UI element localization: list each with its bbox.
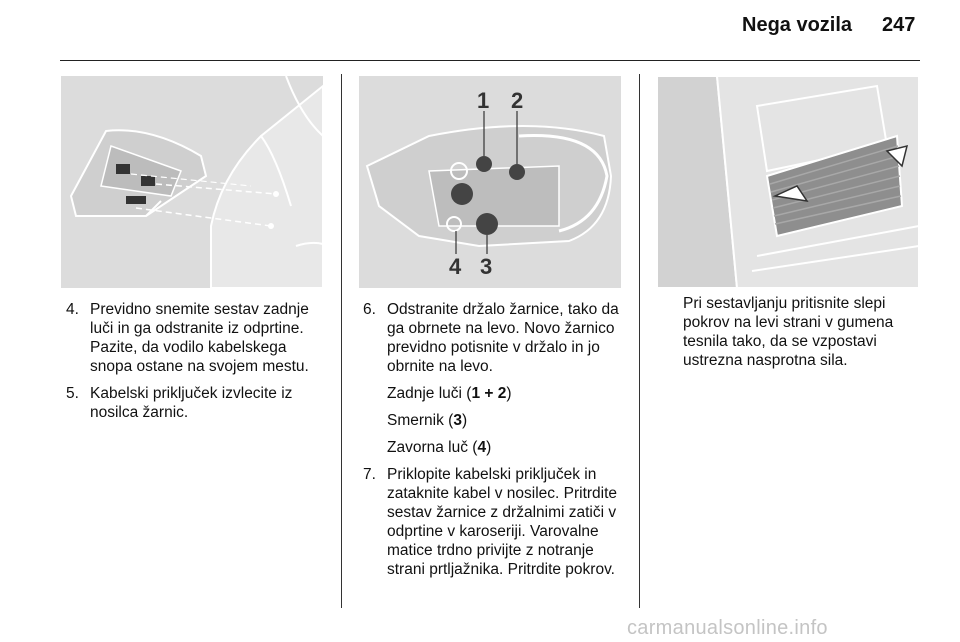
step-number: 5. xyxy=(66,385,79,402)
step-text: Kabelski priključek izvlecite iz nosilca žarnic. xyxy=(90,385,293,421)
indicator-line: Smernik (3) xyxy=(387,412,468,429)
page-number: 247 xyxy=(882,14,916,36)
figure-tail-light-removal xyxy=(61,76,323,288)
step-6 xyxy=(363,300,635,376)
step-text: Priklopite kabelski priključek in zataknite kabel v nosilec. Pritrdite sestav žarnice z držalnimi zatiči v odprtine v karoseriji. Varovalne matice trdno privijte z notranje strani prtljažnika. Pritrdite pokrov. xyxy=(387,466,618,578)
column-1-text xyxy=(66,300,328,430)
rear-light-line: Zadnje luči (1 + 2) xyxy=(387,385,512,402)
step-number: 4. xyxy=(66,301,79,318)
step-text: Previdno snemite sestav zadnje luči in ga odstranite iz odprtine. Pazite, da vodilo kabelskega snopa ostane na svojem mestu. xyxy=(90,301,309,375)
step-number: 7. xyxy=(363,466,376,483)
header-rule xyxy=(60,60,920,61)
figure-label-2: 2 xyxy=(511,88,524,113)
watermark: carmanualsonline.info xyxy=(627,617,828,639)
figure-label-4: 4 xyxy=(449,254,462,279)
brake-light-line: Zavorna luč (4) xyxy=(387,439,492,456)
section-title: Nega vozila xyxy=(742,14,853,36)
column-divider-1 xyxy=(341,74,342,608)
step-number: 6. xyxy=(363,301,376,318)
figure-cover-plate xyxy=(657,76,919,288)
step-7 xyxy=(363,465,635,579)
column-3-text: Pri sestavljanju pritisnite slepi pokrov na levi strani v gumena tesnila tako, da se vzpostavi ustrezna nasprotna sila. xyxy=(683,295,894,369)
figure-label-1: 1 xyxy=(477,88,490,113)
column-2-text xyxy=(363,300,635,587)
figure-bulb-positions xyxy=(359,76,621,288)
step-4 xyxy=(66,300,328,376)
step-text: Odstranite držalo žarnice, tako da ga obrnete na levo. Novo žarnico previdno potisnite v držalo in jo obrnite na levo. xyxy=(387,301,619,375)
figure-label-3: 3 xyxy=(480,254,493,279)
column-divider-2 xyxy=(639,74,640,608)
step-5 xyxy=(66,384,328,422)
